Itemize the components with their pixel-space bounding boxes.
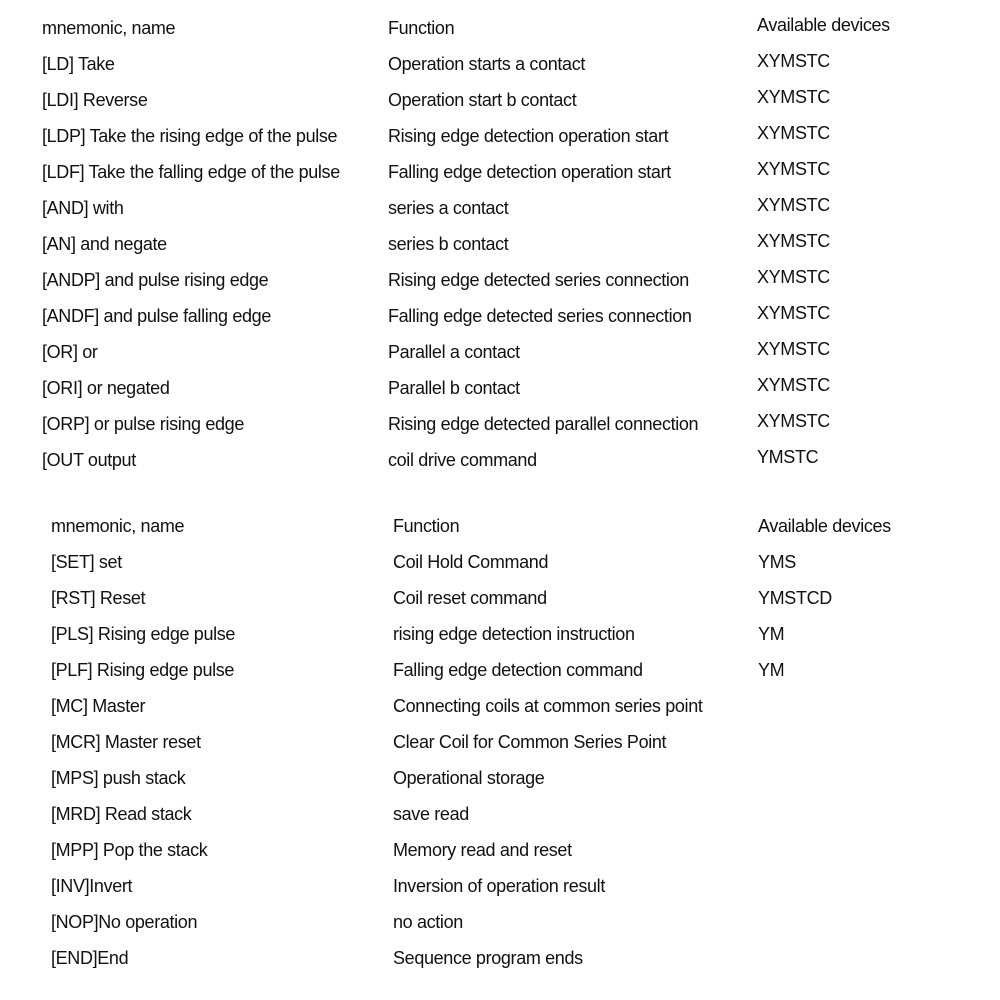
instruction-function: Rising edge detected parallel connection bbox=[388, 414, 699, 434]
instruction-devices: XYMSTC bbox=[757, 303, 830, 323]
instruction-name: [MC] Master bbox=[51, 696, 146, 716]
instruction-function: coil drive command bbox=[388, 450, 537, 470]
header-function: Function bbox=[388, 18, 455, 38]
instruction-function: Falling edge detection operation start bbox=[388, 162, 671, 182]
instruction-function: series b contact bbox=[388, 234, 509, 254]
instruction-function: Memory read and reset bbox=[393, 840, 572, 860]
instruction-devices: XYMSTC bbox=[757, 123, 830, 143]
instruction-devices: YMSTC bbox=[757, 447, 819, 467]
instruction-name: [LDI] Reverse bbox=[42, 90, 148, 110]
instruction-name: [SET] set bbox=[51, 552, 122, 572]
instruction-function: save read bbox=[393, 804, 469, 824]
instruction-devices: YMSTCD bbox=[758, 588, 832, 608]
instruction-name: [OUT output bbox=[42, 450, 136, 470]
instruction-name: [INV]Invert bbox=[51, 876, 133, 896]
instruction-name: [PLS] Rising edge pulse bbox=[51, 624, 236, 644]
instruction-name: [LDF] Take the falling edge of the pulse bbox=[42, 162, 340, 182]
instruction-function: no action bbox=[393, 912, 463, 932]
instruction-devices: XYMSTC bbox=[757, 339, 830, 359]
instruction-devices: XYMSTC bbox=[757, 159, 830, 179]
instruction-devices: YMS bbox=[758, 552, 796, 572]
instruction-devices: XYMSTC bbox=[757, 231, 830, 251]
instruction-function: Sequence program ends bbox=[393, 948, 583, 968]
instruction-function: Parallel b contact bbox=[388, 378, 520, 398]
header-mnemonic-name: mnemonic, name bbox=[42, 18, 176, 38]
instruction-name: [MRD] Read stack bbox=[51, 804, 192, 824]
instruction-name: [ORI] or negated bbox=[42, 378, 170, 398]
instruction-function: Rising edge detection operation start bbox=[388, 126, 669, 146]
header-function: Function bbox=[393, 516, 460, 536]
header-available-devices: Available devices bbox=[758, 516, 891, 536]
instruction-devices: XYMSTC bbox=[757, 375, 830, 395]
instruction-function: Connecting coils at common series point bbox=[393, 696, 703, 716]
instruction-function: Coil reset command bbox=[393, 588, 547, 608]
instruction-function: Parallel a contact bbox=[388, 342, 520, 362]
instruction-name: [AN] and negate bbox=[42, 234, 167, 254]
instruction-function: Falling edge detected series connection bbox=[388, 306, 692, 326]
instruction-name: [LD] Take bbox=[42, 54, 115, 74]
instruction-name: [NOP]No operation bbox=[51, 912, 198, 932]
instruction-name: [MPP] Pop the stack bbox=[51, 840, 208, 860]
instruction-name: [MPS] push stack bbox=[51, 768, 186, 788]
instruction-name: [ANDF] and pulse falling edge bbox=[42, 306, 271, 326]
instruction-devices: XYMSTC bbox=[757, 87, 830, 107]
instruction-function: Falling edge detection command bbox=[393, 660, 643, 680]
instruction-name: [ORP] or pulse rising edge bbox=[42, 414, 245, 434]
instruction-name: [LDP] Take the rising edge of the pulse bbox=[42, 126, 338, 146]
instruction-name: [ANDP] and pulse rising edge bbox=[42, 270, 269, 290]
instruction-function: Inversion of operation result bbox=[393, 876, 605, 896]
instruction-function: Clear Coil for Common Series Point bbox=[393, 732, 667, 752]
instruction-name: [PLF] Rising edge pulse bbox=[51, 660, 235, 680]
instruction-devices: XYMSTC bbox=[757, 51, 830, 71]
header-mnemonic-name: mnemonic, name bbox=[51, 516, 185, 536]
header-available-devices: Available devices bbox=[757, 15, 890, 35]
instruction-function: Rising edge detected series connection bbox=[388, 270, 689, 290]
instruction-function: series a contact bbox=[388, 198, 509, 218]
instruction-function: Operational storage bbox=[393, 768, 545, 788]
instruction-devices: YM bbox=[758, 624, 785, 644]
instruction-function: rising edge detection instruction bbox=[393, 624, 635, 644]
instruction-devices: XYMSTC bbox=[757, 267, 830, 287]
instruction-function: Coil Hold Command bbox=[393, 552, 549, 572]
instruction-name: [RST] Reset bbox=[51, 588, 146, 608]
instruction-name: [MCR] Master reset bbox=[51, 732, 201, 752]
instruction-devices: XYMSTC bbox=[757, 411, 830, 431]
instruction-name: [OR] or bbox=[42, 342, 98, 362]
instruction-function: Operation start b contact bbox=[388, 90, 577, 110]
instruction-devices: XYMSTC bbox=[757, 195, 830, 215]
instruction-function: Operation starts a contact bbox=[388, 54, 586, 74]
instruction-name: [AND] with bbox=[42, 198, 124, 218]
instruction-devices: YM bbox=[758, 660, 785, 680]
instruction-name: [END]End bbox=[51, 948, 129, 968]
